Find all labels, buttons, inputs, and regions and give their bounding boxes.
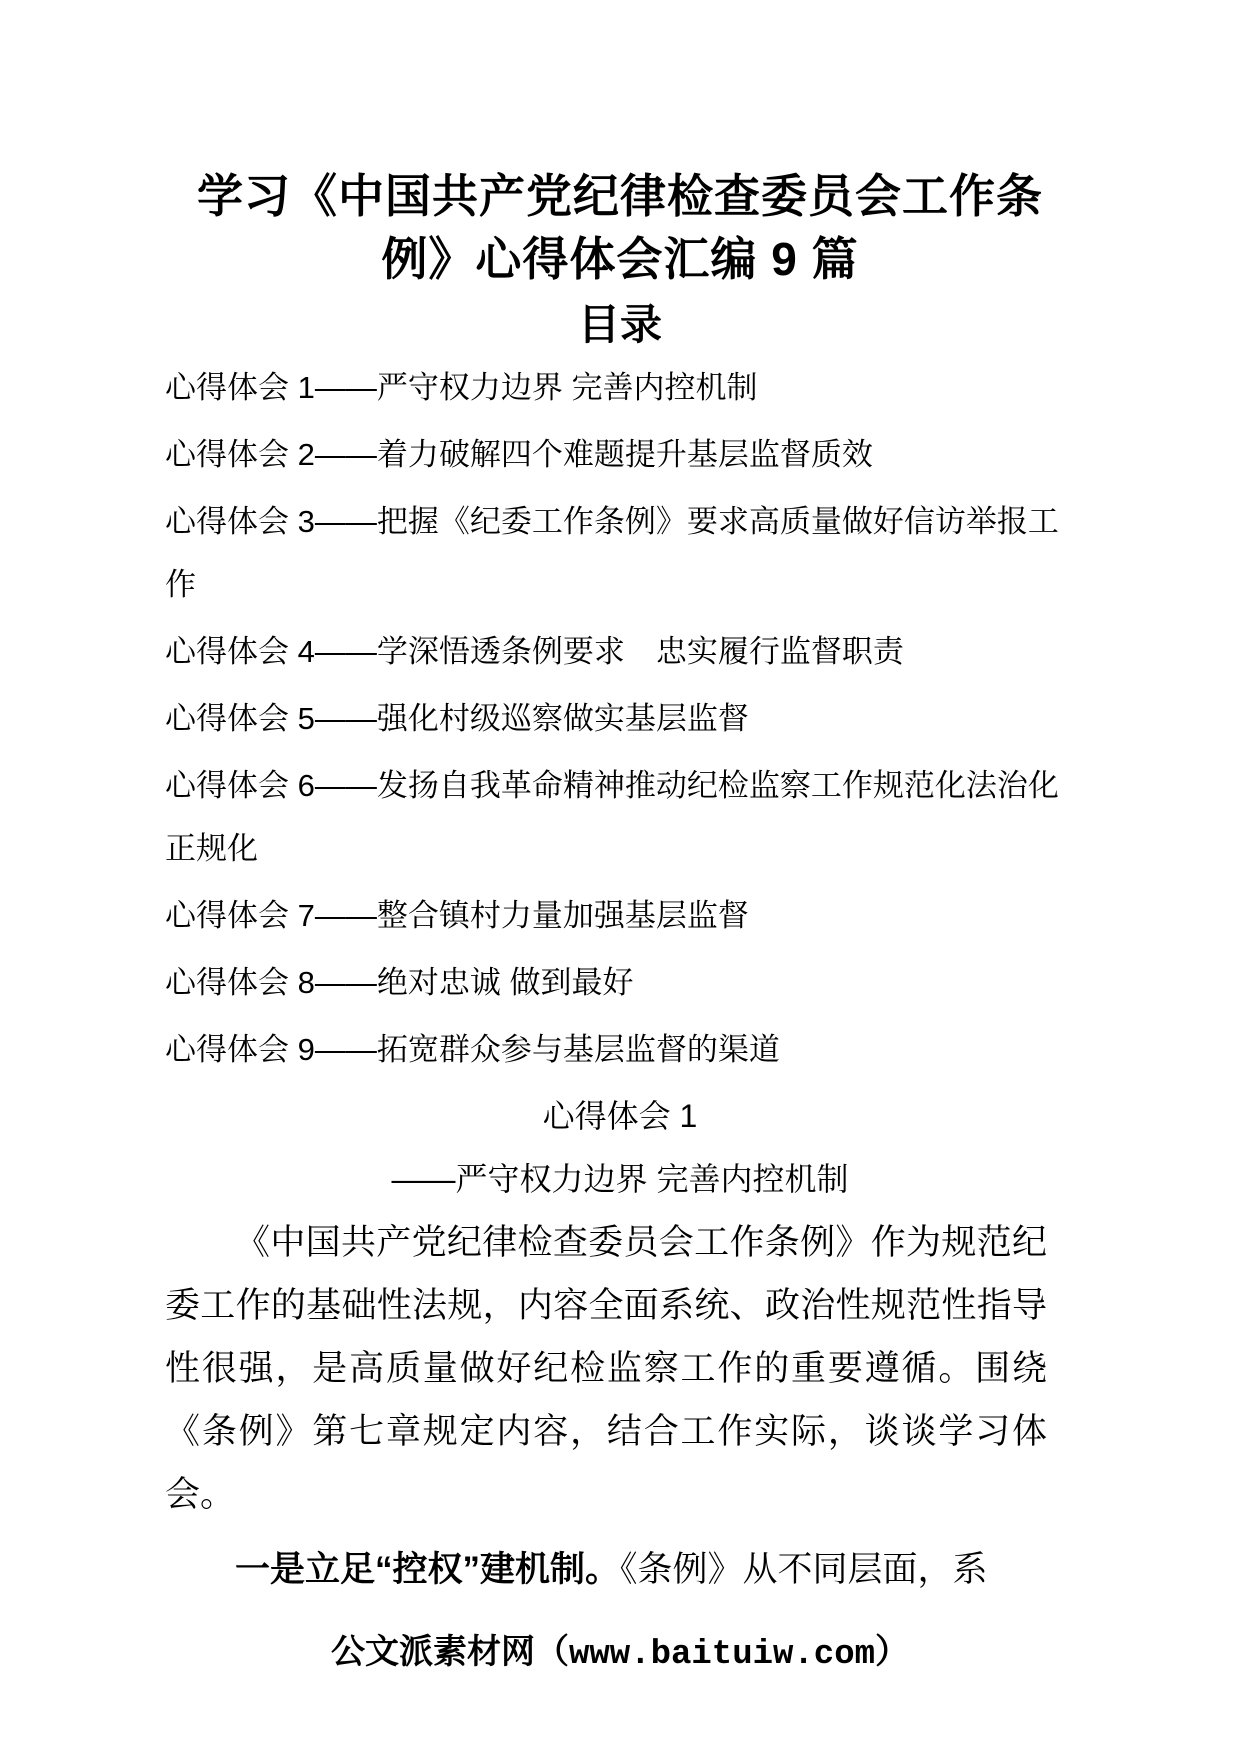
document-title: 学习《中国共产党纪律检查委员会工作条例》心得体会汇编 9 篇	[197, 170, 1043, 285]
toc-heading: 目录	[577, 301, 662, 348]
page-footer	[165, 1621, 1075, 1687]
toc-item-9: 心得体会 9——拓宽群众参与基层监督的渠道	[165, 1032, 780, 1067]
toc-item-5: 心得体会 5——强化村级巡察做实基层监督	[165, 701, 749, 736]
section-heading-number: 心得体会 1	[542, 1098, 698, 1134]
section-heading-title: ——严守权力边界 完善内控机制	[391, 1161, 849, 1197]
toc-item-2: 心得体会 2——着力破解四个难题提升基层监督质效	[165, 437, 873, 472]
section-1	[165, 1085, 1075, 1601]
toc-item-1: 心得体会 1——严守权力边界 完善内控机制	[165, 370, 758, 405]
footer-suffix: ）	[875, 1634, 910, 1671]
toc-list	[165, 356, 1075, 1081]
footer-url: www.baituiw.com	[568, 1636, 876, 1674]
section-paragraph-1: 《中国共产党纪律检查委员会工作条例》作为规范纪委工作的基础性法规，内容全面系统、政治性规范性指导性很强，是高质量做好纪检监察工作的重要遵循。围绕《条例》第七章规定内容，结合工作实际，谈谈学习体会。	[165, 1223, 1047, 1514]
toc-item-3: 心得体会 3——把握《纪委工作条例》要求高质量做好信访举报工作	[165, 504, 1059, 602]
paragraph-2-bold-lead: 一是立足“控权”建机制。	[235, 1550, 621, 1589]
footer-site-name: 公文派素材网（	[330, 1634, 569, 1671]
section-paragraph-2	[165, 1538, 1047, 1601]
toc-item-4: 心得体会 4——学深悟透条例要求 忠实履行监督职责	[165, 634, 904, 669]
toc-item-7: 心得体会 7——整合镇村力量加强基层监督	[165, 898, 749, 933]
toc-item-6: 心得体会 6——发扬自我革命精神推动纪检监察工作规范化法治化正规化	[165, 768, 1059, 866]
paragraph-2-text: 《条例》从不同层面，系	[620, 1550, 988, 1589]
toc-item-8: 心得体会 8——绝对忠诚 做到最好	[165, 965, 634, 1000]
